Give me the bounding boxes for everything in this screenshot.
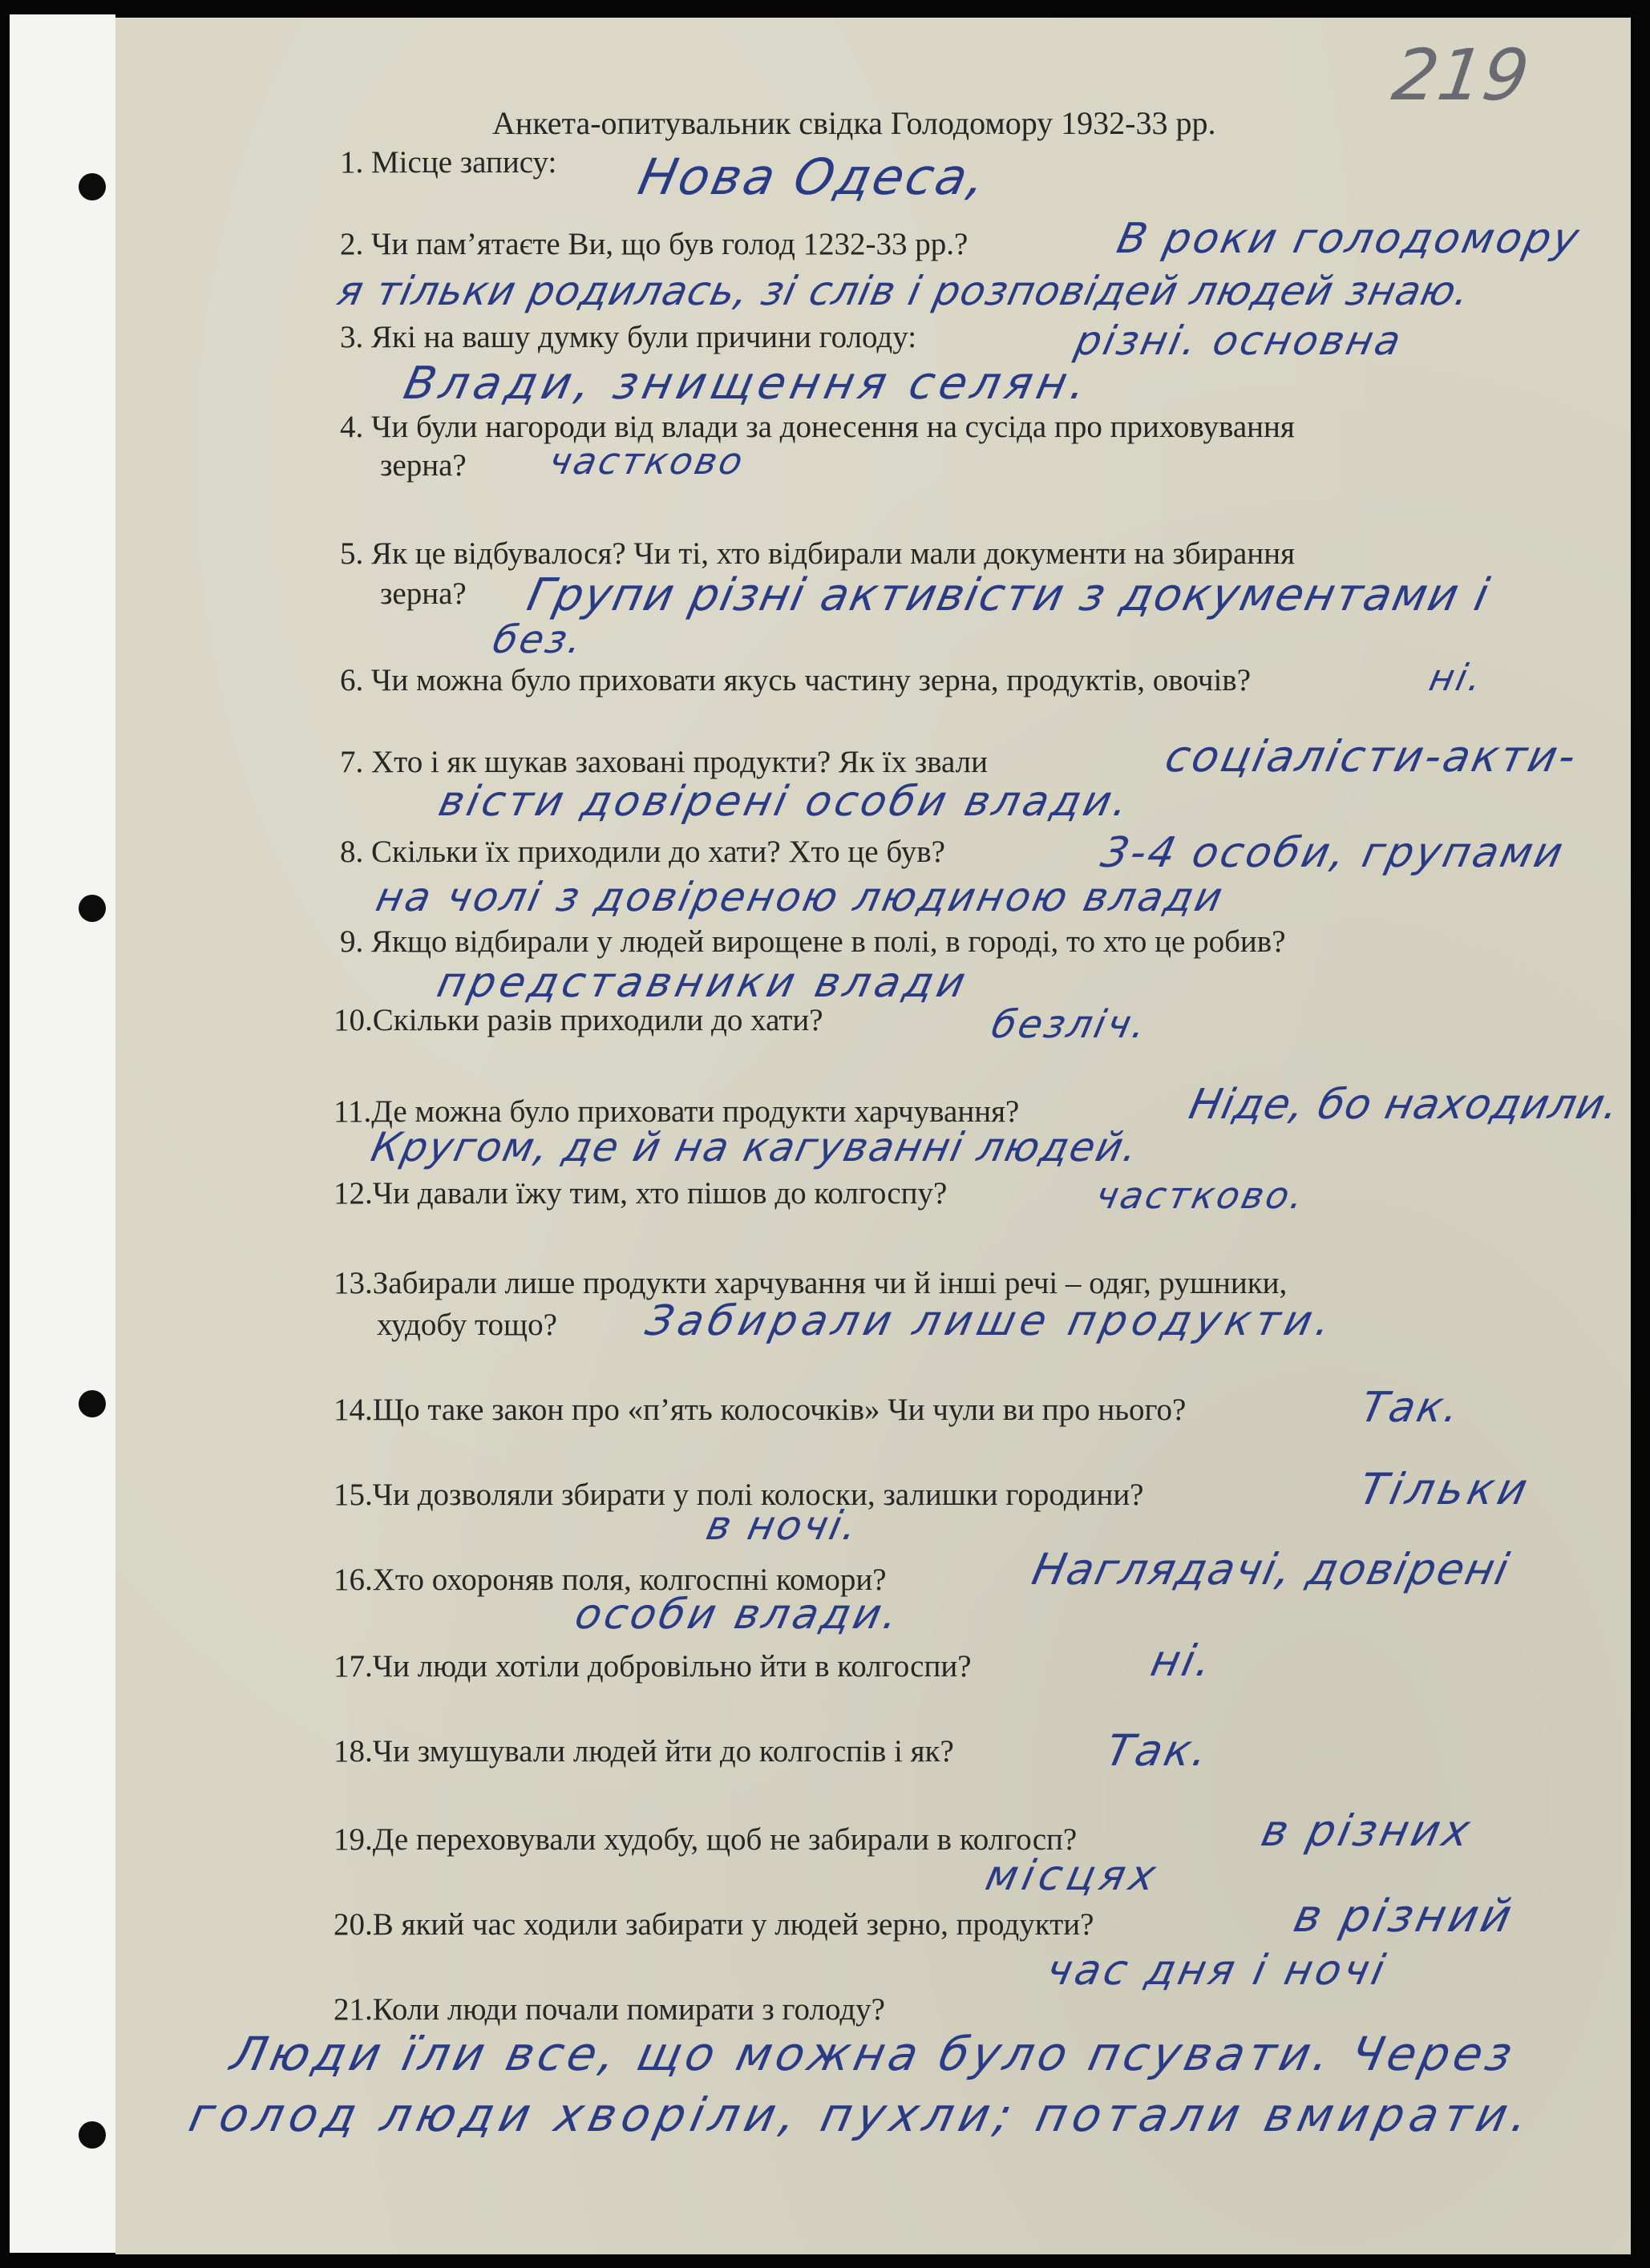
question-3: 3. Які на вашу думку були причини голоду: [340, 320, 917, 354]
question-4-line-2: зерна? [380, 448, 467, 483]
answer-3-line-1: різні. основна [1071, 317, 1408, 364]
answer-19-line-2: місцях [981, 1852, 1165, 1900]
answer-6: ні. [1426, 656, 1488, 699]
question-11: 11.Де можна було приховати продукти харчування? [334, 1094, 1020, 1129]
answer-3-line-2: Влади, знищення селян. [399, 358, 1096, 410]
answer-8-line-1: 3-4 особи, групами [1097, 829, 1570, 877]
answer-10: безліч. [988, 1002, 1153, 1047]
answer-13: Забирали лише продукти. [641, 1297, 1340, 1345]
question-12: 12.Чи давали їжу тим, хто пішов до колгоспу? [334, 1176, 948, 1211]
question-21: 21.Коли люди почали помирати з голоду? [334, 1992, 885, 2027]
binder-strip [10, 14, 115, 2253]
answer-17: ні. [1147, 1635, 1219, 1686]
question-18: 18.Чи змушували людей йти до колгоспів і як? [334, 1734, 954, 1769]
answer-5-line-1: Групи різні активісти з документами і [523, 569, 1495, 621]
answer-7-line-1: соціалісти-акти- [1161, 731, 1583, 782]
question-6: 6. Чи можна було приховати якусь частину зерна, продуктів, овочів? [340, 663, 1252, 697]
question-20: 20.В який час ходили забирати у людей зерно, продукти? [334, 1907, 1094, 1942]
answer-7-line-2: вісти довірені особи влади. [435, 778, 1136, 826]
question-19: 19.Де переховували худобу, щоб не забирали в колгосп? [334, 1822, 1078, 1857]
question-16: 16.Хто охороняв поля, колгоспні комори? [334, 1563, 887, 1597]
question-15: 15.Чи дозволяли збирати у полі колоски, залишки городини? [334, 1478, 1144, 1512]
answer-14: Так. [1357, 1384, 1466, 1432]
answer-11-line-2: Кругом, де й на кагуванні людей. [367, 1124, 1144, 1170]
punch-hole [79, 895, 106, 922]
question-5-line-1: 5. Як це відбувалося? Чи ті, хто відбирали мали документи на збирання [340, 536, 1296, 571]
question-13-line-1: 13.Забирали лише продукти харчування чи й інші речі – одяг, рушники, [334, 1266, 1288, 1300]
answer-2-line-2: я тільки родилась, зі слів і розповідей людей знаю. [334, 268, 1474, 314]
question-17: 17.Чи люди хотіли добровільно йти в колгоспи? [334, 1649, 972, 1684]
answer-16-line-2: особи влади. [571, 1591, 906, 1639]
question-2: 2. Чи пам’ятаєте Ви, що був голод 1232-33 рр.? [340, 227, 969, 261]
question-14: 14.Що таке закон про «п’ять колосочків» Чи чули ви про нього? [334, 1393, 1187, 1427]
punch-hole [79, 173, 106, 200]
answer-1: Нова Одеса, [633, 148, 993, 206]
answer-15-line-1: Тільки [1355, 1464, 1536, 1514]
answer-18: Так. [1102, 1725, 1215, 1776]
answer-8-line-2: на чолі з довіреною людиною влади [372, 874, 1229, 920]
answer-21-line-1: Люди їли все, що можна було псувати. Через [226, 2027, 1522, 2081]
answer-16-line-1: Наглядачі, довірені [1028, 1544, 1515, 1595]
answer-2-line-1: В роки голодомору [1113, 215, 1586, 263]
answer-11-line-1: Ніде, бо находили. [1185, 1081, 1624, 1129]
page-title: Анкета-опитувальник свідка Голодомору 1932-33 рр. [492, 105, 1216, 141]
answer-5-line-2: без. [489, 617, 588, 662]
answer-15-line-2: в ночі. [702, 1502, 864, 1549]
answer-4: частково [545, 439, 750, 483]
question-8: 8. Скільки їх приходили до хати? Хто це був? [340, 835, 945, 869]
answer-21-line-2: голод люди хворіли, пухли; потали вмирати. [184, 2088, 1539, 2142]
question-10: 10.Скільки разів приходили до хати? [334, 1003, 823, 1037]
answer-20-line-2: час дня і ночі [1042, 1947, 1393, 1995]
punch-hole [79, 2121, 106, 2149]
handwritten-page-number: 219 [1387, 34, 1535, 116]
answer-12: частково. [1092, 1174, 1310, 1217]
answer-19-line-1: в різних [1257, 1805, 1478, 1856]
question-9: 9. Якщо відбирали у людей вирощене в полі, в городі, то хто це робив? [340, 924, 1286, 959]
answer-9: представники влади [433, 959, 974, 1007]
question-1: 1. Місце запису: [340, 145, 557, 180]
question-5-line-2: зерна? [380, 576, 467, 611]
answer-20-line-1: в різний [1289, 1890, 1519, 1943]
question-4-line-1: 4. Чи були нагороди від влади за донесення на сусіда про приховування [340, 410, 1295, 444]
punch-hole [79, 1390, 106, 1417]
question-7: 7. Хто і як шукав заховані продукти? Як їх звали [340, 745, 989, 779]
question-13-line-2: худобу тощо? [377, 1308, 557, 1342]
